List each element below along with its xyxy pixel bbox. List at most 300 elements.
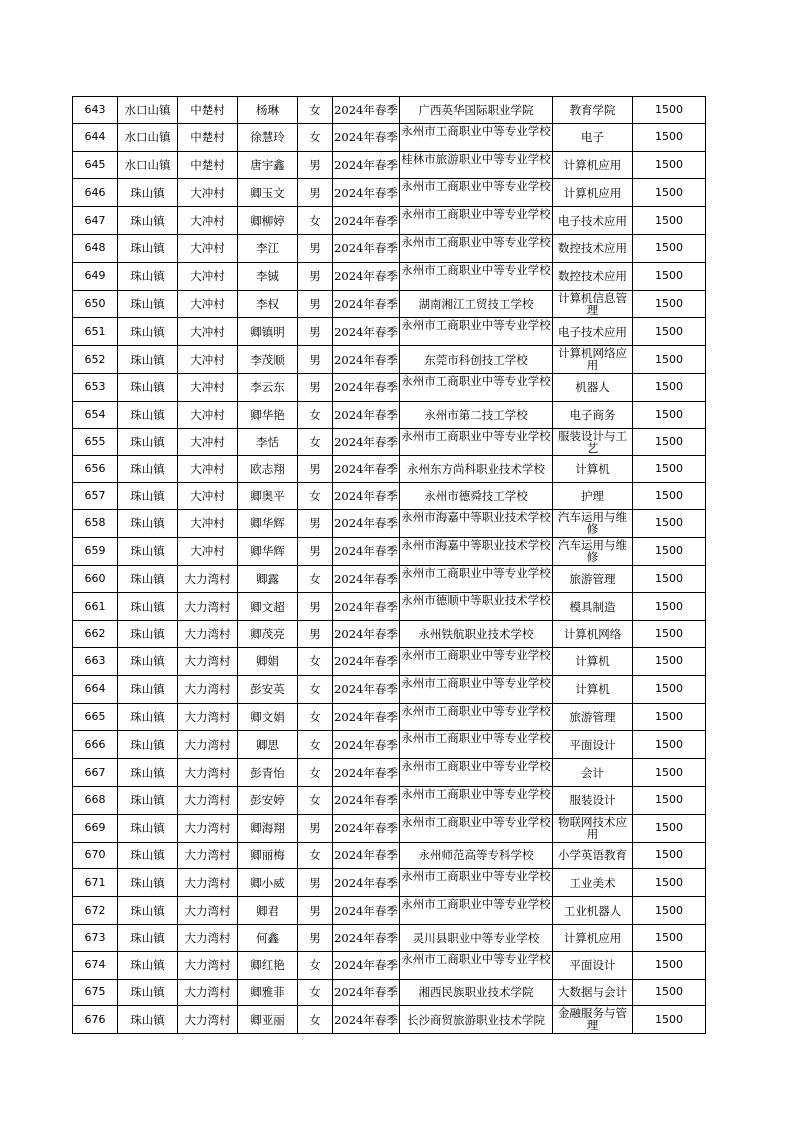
table-row: [73, 979, 706, 1006]
table-row: [73, 842, 706, 869]
gender-cell: 男: [298, 262, 333, 290]
amount-cell: 1500: [633, 897, 706, 925]
school-text: 永州市工商职业中等专业学校: [401, 648, 551, 662]
student-name-cell: 卿思: [238, 731, 298, 759]
table-row: [73, 318, 706, 346]
school-cell: 灵川县职业中等专业学校: [400, 924, 553, 951]
table-row: [73, 593, 706, 621]
town-cell: 珠山镇: [118, 483, 178, 510]
table-row: [73, 234, 706, 262]
row-number-cell: 659: [73, 537, 118, 565]
village-cell: 大力湾村: [178, 869, 238, 897]
school-cell: [400, 207, 553, 235]
semester-cell: 2024年春季: [333, 207, 400, 235]
village-cell: 大力湾村: [178, 759, 238, 787]
row-number-cell: 665: [73, 703, 118, 731]
row-number-cell: 667: [73, 759, 118, 787]
town-cell: 珠山镇: [118, 731, 178, 759]
village-cell: 大冲村: [178, 509, 238, 537]
school-cell: [400, 373, 553, 401]
town-cell: 珠山镇: [118, 979, 178, 1006]
major-cell: 护理: [553, 483, 633, 510]
semester-cell: 2024年春季: [333, 814, 400, 842]
semester-cell: 2024年春季: [333, 731, 400, 759]
major-text: 汽车运用与维修: [558, 510, 627, 535]
amount-cell: 1500: [633, 483, 706, 510]
row-number-cell: 651: [73, 318, 118, 346]
school-cell: [400, 123, 553, 151]
semester-cell: 2024年春季: [333, 924, 400, 951]
major-cell: 计算机: [553, 456, 633, 483]
amount-cell: 1500: [633, 924, 706, 951]
village-cell: 大力湾村: [178, 786, 238, 814]
school-cell: 永州师范高等专科学校: [400, 842, 553, 869]
town-cell: 珠山镇: [118, 786, 178, 814]
amount-cell: 1500: [633, 428, 706, 456]
town-cell: 珠山镇: [118, 951, 178, 979]
table-row: [73, 262, 706, 290]
village-cell: 大力湾村: [178, 593, 238, 621]
school-cell: [400, 262, 553, 290]
town-cell: 珠山镇: [118, 262, 178, 290]
major-cell: [553, 428, 633, 456]
gender-cell: 男: [298, 897, 333, 925]
amount-cell: 1500: [633, 97, 706, 124]
semester-cell: 2024年春季: [333, 621, 400, 648]
row-number-cell: 657: [73, 483, 118, 510]
school-text: 永州市工商职业中等专业学校: [401, 760, 551, 774]
semester-cell: 2024年春季: [333, 869, 400, 897]
semester-cell: 2024年春季: [333, 537, 400, 565]
town-cell: 珠山镇: [118, 207, 178, 235]
amount-cell: 1500: [633, 842, 706, 869]
student-name-cell: 李权: [238, 290, 298, 318]
village-cell: 大冲村: [178, 483, 238, 510]
student-name-cell: 杨琳: [238, 97, 298, 124]
town-cell: 珠山镇: [118, 869, 178, 897]
village-cell: 大冲村: [178, 401, 238, 428]
school-cell: [400, 731, 553, 759]
school-cell: [400, 703, 553, 731]
village-cell: 大力湾村: [178, 897, 238, 925]
major-cell: [553, 1006, 633, 1034]
gender-cell: 男: [298, 621, 333, 648]
village-cell: 中楚村: [178, 151, 238, 179]
student-name-cell: 卿亚丽: [238, 1006, 298, 1034]
school-text: 永州市工商职业中等专业学校: [401, 208, 551, 222]
semester-cell: 2024年春季: [333, 234, 400, 262]
row-number-cell: 664: [73, 675, 118, 703]
amount-cell: 1500: [633, 401, 706, 428]
school-cell: [400, 428, 553, 456]
major-cell: 计算机应用: [553, 151, 633, 179]
amount-cell: 1500: [633, 731, 706, 759]
gender-cell: 女: [298, 401, 333, 428]
gender-cell: 男: [298, 924, 333, 951]
semester-cell: 2024年春季: [333, 346, 400, 374]
row-number-cell: 658: [73, 509, 118, 537]
village-cell: 大力湾村: [178, 951, 238, 979]
town-cell: 珠山镇: [118, 759, 178, 787]
village-cell: 大冲村: [178, 373, 238, 401]
school-text: 永州市工商职业中等专业学校: [401, 235, 551, 249]
gender-cell: 女: [298, 428, 333, 456]
amount-cell: 1500: [633, 509, 706, 537]
village-cell: 大冲村: [178, 428, 238, 456]
major-text: 计算机网络应用: [558, 347, 627, 372]
village-cell: 大冲村: [178, 537, 238, 565]
amount-cell: 1500: [633, 290, 706, 318]
gender-cell: 女: [298, 703, 333, 731]
gender-cell: 男: [298, 318, 333, 346]
gender-cell: 男: [298, 373, 333, 401]
town-cell: 珠山镇: [118, 897, 178, 925]
student-name-cell: 卿丽梅: [238, 842, 298, 869]
town-cell: 珠山镇: [118, 842, 178, 869]
school-cell: [400, 318, 553, 346]
town-cell: 珠山镇: [118, 1006, 178, 1034]
gender-cell: 男: [298, 456, 333, 483]
school-text: 永州市海嘉中等职业技术学校: [401, 538, 551, 552]
school-text: 永州市工商职业中等专业学校: [401, 319, 551, 333]
school-cell: 湖南湘江工贸技工学校: [400, 290, 553, 318]
semester-cell: 2024年春季: [333, 483, 400, 510]
town-cell: 珠山镇: [118, 318, 178, 346]
semester-cell: 2024年春季: [333, 456, 400, 483]
town-cell: 珠山镇: [118, 179, 178, 207]
row-number-cell: 648: [73, 234, 118, 262]
school-text: 永州市工商职业中等专业学校: [401, 676, 551, 690]
major-cell: [553, 290, 633, 318]
row-number-cell: 675: [73, 979, 118, 1006]
school-cell: [400, 786, 553, 814]
row-number-cell: 676: [73, 1006, 118, 1034]
town-cell: 珠山镇: [118, 346, 178, 374]
major-cell: 电子: [553, 123, 633, 151]
major-cell: 小学英语教育: [553, 842, 633, 869]
major-cell: 平面设计: [553, 951, 633, 979]
village-cell: 中楚村: [178, 123, 238, 151]
semester-cell: 2024年春季: [333, 151, 400, 179]
table-row: [73, 123, 706, 151]
town-cell: 珠山镇: [118, 565, 178, 593]
village-cell: 大冲村: [178, 262, 238, 290]
semester-cell: 2024年春季: [333, 290, 400, 318]
row-number-cell: 662: [73, 621, 118, 648]
table-row: [73, 675, 706, 703]
table-row: [73, 786, 706, 814]
school-cell: [400, 897, 553, 925]
gender-cell: 男: [298, 509, 333, 537]
amount-cell: 1500: [633, 179, 706, 207]
major-cell: 大数据与会计: [553, 979, 633, 1006]
gender-cell: 女: [298, 565, 333, 593]
semester-cell: 2024年春季: [333, 842, 400, 869]
major-cell: 电子技术应用: [553, 318, 633, 346]
semester-cell: 2024年春季: [333, 647, 400, 675]
major-cell: 计算机: [553, 647, 633, 675]
semester-cell: 2024年春季: [333, 179, 400, 207]
school-text: 永州市工商职业中等专业学校: [401, 787, 551, 801]
semester-cell: 2024年春季: [333, 565, 400, 593]
amount-cell: 1500: [633, 151, 706, 179]
student-name-cell: 李铖: [238, 262, 298, 290]
row-number-cell: 672: [73, 897, 118, 925]
amount-cell: 1500: [633, 703, 706, 731]
row-number-cell: 670: [73, 842, 118, 869]
school-cell: [400, 869, 553, 897]
semester-cell: 2024年春季: [333, 979, 400, 1006]
major-cell: 数控技术应用: [553, 234, 633, 262]
table-row: [73, 401, 706, 428]
school-text: 永州市工商职业中等专业学校: [401, 952, 551, 966]
student-name-cell: 李恬: [238, 428, 298, 456]
village-cell: 大力湾村: [178, 565, 238, 593]
table-row: [73, 509, 706, 537]
school-text: 永州市工商职业中等专业学校: [401, 870, 551, 884]
amount-cell: 1500: [633, 565, 706, 593]
gender-cell: 男: [298, 537, 333, 565]
gender-cell: 男: [298, 346, 333, 374]
major-cell: 电子技术应用: [553, 207, 633, 235]
school-cell: [400, 565, 553, 593]
village-cell: 大冲村: [178, 318, 238, 346]
student-name-cell: 卿雅菲: [238, 979, 298, 1006]
village-cell: 大冲村: [178, 207, 238, 235]
row-number-cell: 654: [73, 401, 118, 428]
table-row: [73, 703, 706, 731]
town-cell: 珠山镇: [118, 428, 178, 456]
gender-cell: 女: [298, 842, 333, 869]
amount-cell: 1500: [633, 979, 706, 1006]
school-cell: 东莞市科创技工学校: [400, 346, 553, 374]
village-cell: 大力湾村: [178, 647, 238, 675]
town-cell: 水口山镇: [118, 151, 178, 179]
major-cell: 模具制造: [553, 593, 633, 621]
amount-cell: 1500: [633, 1006, 706, 1034]
school-text: 永州市工商职业中等专业学校: [401, 180, 551, 194]
gender-cell: 女: [298, 123, 333, 151]
village-cell: 大力湾村: [178, 924, 238, 951]
major-cell: [553, 509, 633, 537]
semester-cell: 2024年春季: [333, 786, 400, 814]
gender-cell: 女: [298, 207, 333, 235]
row-number-cell: 673: [73, 924, 118, 951]
town-cell: 珠山镇: [118, 401, 178, 428]
student-name-cell: 卿文娟: [238, 703, 298, 731]
table-row: [73, 869, 706, 897]
major-cell: 工业美术: [553, 869, 633, 897]
row-number-cell: 666: [73, 731, 118, 759]
semester-cell: 2024年春季: [333, 97, 400, 124]
town-cell: 珠山镇: [118, 814, 178, 842]
row-number-cell: 660: [73, 565, 118, 593]
village-cell: 大冲村: [178, 234, 238, 262]
major-text: 服装设计与工艺: [558, 429, 627, 454]
semester-cell: 2024年春季: [333, 428, 400, 456]
student-name-cell: 卿奥平: [238, 483, 298, 510]
student-name-cell: 彭青怡: [238, 759, 298, 787]
school-text: 永州市工商职业中等专业学校: [401, 815, 551, 829]
school-cell: 永州东方尚科职业技术学校: [400, 456, 553, 483]
town-cell: 水口山镇: [118, 123, 178, 151]
major-cell: 数控技术应用: [553, 262, 633, 290]
table-row: [73, 346, 706, 374]
row-number-cell: 647: [73, 207, 118, 235]
town-cell: 珠山镇: [118, 647, 178, 675]
town-cell: 珠山镇: [118, 373, 178, 401]
major-cell: 计算机网络: [553, 621, 633, 648]
semester-cell: 2024年春季: [333, 897, 400, 925]
school-cell: [400, 759, 553, 787]
semester-cell: 2024年春季: [333, 373, 400, 401]
school-cell: [400, 179, 553, 207]
school-cell: [400, 814, 553, 842]
gender-cell: 男: [298, 869, 333, 897]
semester-cell: 2024年春季: [333, 262, 400, 290]
table-row: [73, 151, 706, 179]
major-cell: 会计: [553, 759, 633, 787]
amount-cell: 1500: [633, 537, 706, 565]
student-name-cell: 卿红艳: [238, 951, 298, 979]
village-cell: 大力湾村: [178, 842, 238, 869]
row-number-cell: 669: [73, 814, 118, 842]
table-row: [73, 814, 706, 842]
school-text: 永州市德顺中等职业技术学校: [401, 594, 551, 608]
student-name-cell: 卿华艳: [238, 401, 298, 428]
table-row: [73, 1006, 706, 1034]
village-cell: 大力湾村: [178, 731, 238, 759]
amount-cell: 1500: [633, 207, 706, 235]
amount-cell: 1500: [633, 786, 706, 814]
row-number-cell: 643: [73, 97, 118, 124]
town-cell: 珠山镇: [118, 537, 178, 565]
semester-cell: 2024年春季: [333, 593, 400, 621]
major-cell: 服装设计: [553, 786, 633, 814]
row-number-cell: 668: [73, 786, 118, 814]
town-cell: 珠山镇: [118, 593, 178, 621]
row-number-cell: 655: [73, 428, 118, 456]
major-cell: 平面设计: [553, 731, 633, 759]
school-text: 永州市工商职业中等专业学校: [401, 374, 551, 388]
amount-cell: 1500: [633, 456, 706, 483]
semester-cell: 2024年春季: [333, 318, 400, 346]
semester-cell: 2024年春季: [333, 951, 400, 979]
town-cell: 珠山镇: [118, 509, 178, 537]
gender-cell: 女: [298, 731, 333, 759]
row-number-cell: 650: [73, 290, 118, 318]
school-text: 永州市工商职业中等专业学校: [401, 263, 551, 277]
student-name-cell: 卿玉文: [238, 179, 298, 207]
amount-cell: 1500: [633, 869, 706, 897]
row-number-cell: 645: [73, 151, 118, 179]
town-cell: 珠山镇: [118, 703, 178, 731]
town-cell: 珠山镇: [118, 621, 178, 648]
student-name-cell: 唐宇鑫: [238, 151, 298, 179]
student-name-cell: 卿华辉: [238, 537, 298, 565]
semester-cell: 2024年春季: [333, 759, 400, 787]
row-number-cell: 652: [73, 346, 118, 374]
village-cell: 大冲村: [178, 290, 238, 318]
school-cell: 永州市德舜技工学校: [400, 483, 553, 510]
student-name-cell: 何鑫: [238, 924, 298, 951]
major-cell: [553, 346, 633, 374]
major-cell: 计算机应用: [553, 924, 633, 951]
student-name-cell: 卿小威: [238, 869, 298, 897]
major-cell: [553, 537, 633, 565]
table-row: [73, 290, 706, 318]
student-name-cell: 徐慧玲: [238, 123, 298, 151]
student-name-cell: 卿柳婷: [238, 207, 298, 235]
amount-cell: 1500: [633, 647, 706, 675]
row-number-cell: 661: [73, 593, 118, 621]
school-text: 永州市海嘉中等职业技术学校: [401, 510, 551, 524]
school-text: 永州市工商职业中等专业学校: [401, 124, 551, 138]
table-body: [73, 97, 706, 1034]
village-cell: 大力湾村: [178, 621, 238, 648]
table-row: [73, 428, 706, 456]
gender-cell: 男: [298, 814, 333, 842]
school-cell: 永州市第二技工学校: [400, 401, 553, 428]
amount-cell: 1500: [633, 814, 706, 842]
school-text: 永州市工商职业中等专业学校: [401, 429, 551, 443]
table-row: [73, 897, 706, 925]
amount-cell: 1500: [633, 346, 706, 374]
student-name-cell: 彭安英: [238, 675, 298, 703]
student-name-cell: 卿君: [238, 897, 298, 925]
school-cell: 湘西民族职业技术学院: [400, 979, 553, 1006]
amount-cell: 1500: [633, 593, 706, 621]
student-name-cell: 欧志翔: [238, 456, 298, 483]
table-row: [73, 951, 706, 979]
village-cell: 大力湾村: [178, 675, 238, 703]
major-text: 计算机信息管理: [558, 291, 627, 316]
table-row: [73, 759, 706, 787]
gender-cell: 男: [298, 290, 333, 318]
table-row: [73, 373, 706, 401]
semester-cell: 2024年春季: [333, 509, 400, 537]
table-row: [73, 97, 706, 124]
major-cell: 计算机: [553, 675, 633, 703]
major-text: 金融服务与管理: [558, 1007, 627, 1032]
school-cell: [400, 951, 553, 979]
town-cell: 珠山镇: [118, 924, 178, 951]
major-cell: 旅游管理: [553, 565, 633, 593]
amount-cell: 1500: [633, 759, 706, 787]
village-cell: 大力湾村: [178, 703, 238, 731]
row-number-cell: 653: [73, 373, 118, 401]
school-cell: [400, 537, 553, 565]
gender-cell: 女: [298, 759, 333, 787]
major-cell: 电子商务: [553, 401, 633, 428]
table-row: [73, 179, 706, 207]
school-text: 桂林市旅游职业中等专业学校: [401, 152, 551, 166]
table-row: [73, 731, 706, 759]
amount-cell: 1500: [633, 621, 706, 648]
row-number-cell: 656: [73, 456, 118, 483]
school-cell: 长沙商贸旅游职业技术学院: [400, 1006, 553, 1034]
school-text: 永州市工商职业中等专业学校: [401, 566, 551, 580]
school-cell: [400, 647, 553, 675]
semester-cell: 2024年春季: [333, 703, 400, 731]
town-cell: 珠山镇: [118, 675, 178, 703]
town-cell: 水口山镇: [118, 97, 178, 124]
row-number-cell: 671: [73, 869, 118, 897]
gender-cell: 女: [298, 979, 333, 1006]
gender-cell: 男: [298, 234, 333, 262]
amount-cell: 1500: [633, 675, 706, 703]
amount-cell: 1500: [633, 234, 706, 262]
